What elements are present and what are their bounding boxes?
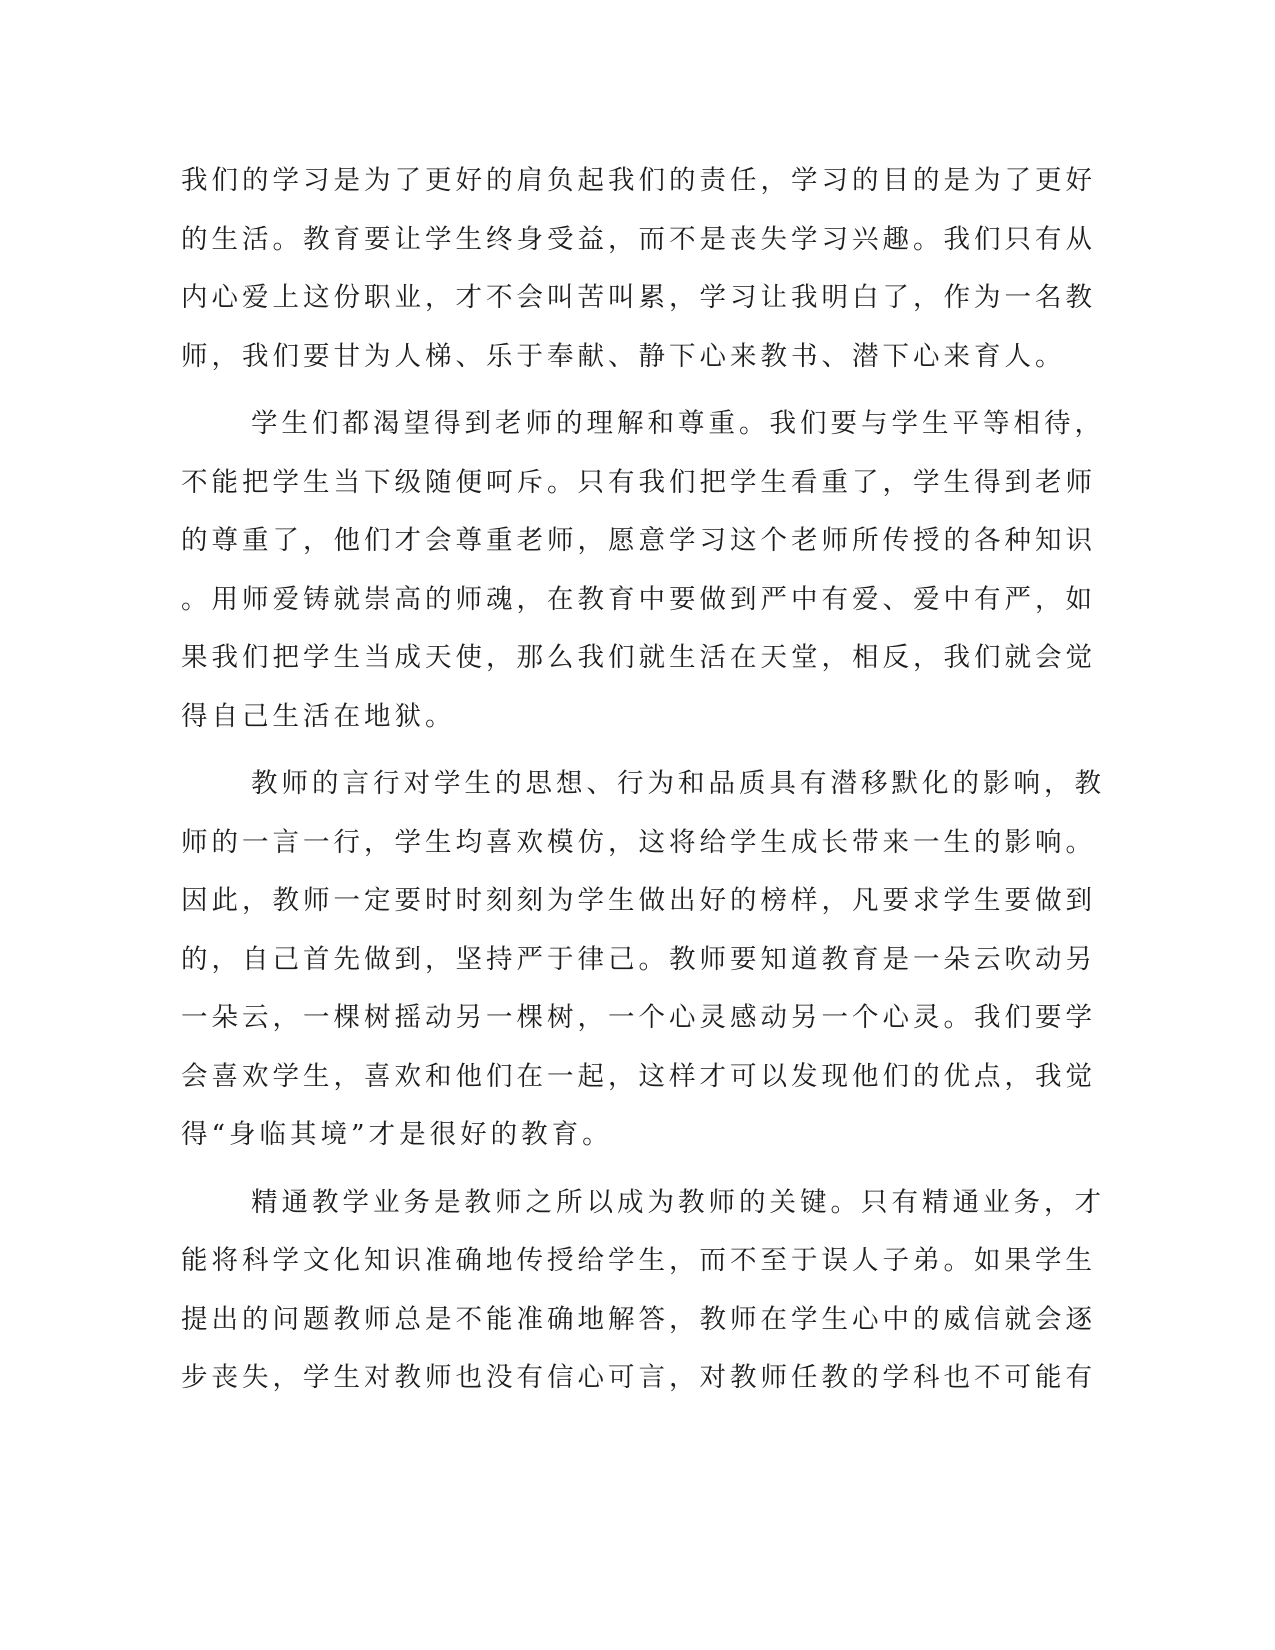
paragraph-line: 不能把学生当下级随便呵斥。只有我们把学生看重了，学生得到老师 [181,466,1096,498]
paragraph-line: 的，自己首先做到，坚持严于律己。教师要知道教育是一朵云吹动另 [181,943,1096,975]
paragraph-line: 因此，教师一定要时时刻刻为学生做出好的榜样，凡要求学生要做到 [181,885,1096,916]
paragraph-3 [181,755,1105,1165]
paragraph-2 [181,395,1105,746]
paragraph-line: 我们的学习是为了更好的肩负起我们的责任，学习的目的是为了更好 [181,165,1096,196]
paragraph-1 [181,152,1096,386]
paragraph-line: 教师的言行对学生的思想、行为和品质具有潜移默化的影响，教 [251,768,1105,799]
paragraph-line: 得自己生活在地狱。 [181,700,456,732]
paragraph-line: 能将科学文化知识准确地传授给学生，而不至于误人子弟。如果学生 [181,1245,1096,1276]
paragraph-spacer [181,386,1029,395]
paragraph-line: 一朵云，一棵树摇动另一棵树，一个心灵感动另一个心灵。我们要学 [181,1002,1096,1033]
paragraph-line: 师的一言一行，学生均喜欢模仿，这将给学生成长带来一生的影响。 [181,826,1096,858]
paragraph-line: 果我们把学生当成天使，那么我们就生活在天堂，相反，我们就会觉 [181,642,1096,673]
paragraph-line: 提出的问题教师总是不能准确地解答，教师在学生心中的威信就会逐 [181,1303,1096,1335]
paragraph-line: 。用师爱铸就崇高的师魂，在教育中要做到严中有爱、爱中有严，如 [181,583,1096,615]
paragraph-spacer [181,746,1029,755]
document-body [181,152,1105,1408]
paragraph-line: 的生活。教育要让学生终身受益，而不是丧失学习兴趣。我们只有从 [181,223,1096,255]
paragraph-4 [181,1174,1105,1408]
paragraph-line: 精通教学业务是教师之所以成为教师的关键。只有精通业务，才 [251,1186,1105,1218]
paragraph-line: 得“身临其境”才是很好的教育。 [181,1119,613,1150]
paragraph-line: 师，我们要甘为人梯、乐于奉献、静下心来教书、潜下心来育人。 [181,340,1066,372]
paragraph-spacer [181,1165,1029,1174]
paragraph-line: 学生们都渴望得到老师的理解和尊重。我们要与学生平等相待， [251,408,1105,439]
paragraph-line: 会喜欢学生，喜欢和他们在一起，这样才可以发现他们的优点，我觉 [181,1060,1096,1092]
paragraph-line: 步丧失，学生对教师也没有信心可言，对教师任教的学科也不可能有 [181,1362,1096,1393]
paragraph-line: 的尊重了，他们才会尊重老师，愿意学习这个老师所传授的各种知识 [181,525,1096,556]
paragraph-line: 内心爱上这份职业，才不会叫苦叫累，学习让我明白了，作为一名教 [181,282,1096,313]
